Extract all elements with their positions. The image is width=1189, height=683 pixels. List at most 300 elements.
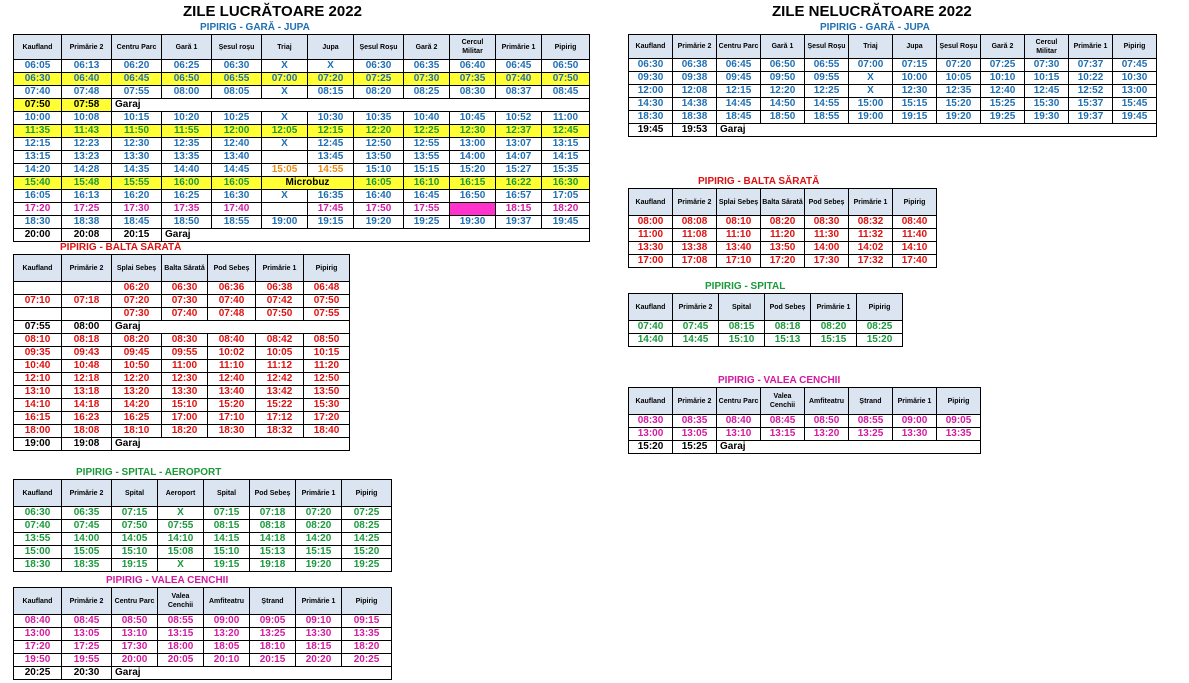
t1-cell: 16:50 <box>450 190 496 203</box>
t1-cell: 06:55 <box>212 73 262 86</box>
t5-title: PIPIRIG - GARĂ - JUPA <box>820 22 930 33</box>
t1-cell: 16:05 <box>354 177 404 190</box>
t2-cell: 17:00 <box>162 412 208 425</box>
t5-cell: 10:22 <box>1069 72 1113 85</box>
t2-cell: 07:55 <box>14 321 62 334</box>
t1-col-header: Centru Parc <box>112 35 162 60</box>
t5-cell: 10:05 <box>937 72 981 85</box>
t6-cell: 17:00 <box>629 255 673 268</box>
t1-cell: X <box>262 138 308 151</box>
t1-cell: 06:45 <box>112 73 162 86</box>
t1-cell: 08:00 <box>162 86 212 99</box>
t4-cell: 17:30 <box>112 641 158 654</box>
t5-cell: 14:38 <box>673 98 717 111</box>
t1-cell: 13:40 <box>212 151 262 164</box>
t3-cell: 14:05 <box>112 533 158 546</box>
t4-col-header: Primărie 2 <box>62 588 112 615</box>
t1-cell: 07:50 <box>14 99 62 112</box>
t1-cell <box>262 151 308 164</box>
t1-cell: 12:40 <box>212 138 262 151</box>
t6-cell: 13:50 <box>761 242 805 255</box>
t1-table-row <box>14 229 590 242</box>
t4-col-header: Kaufland <box>14 588 62 615</box>
t5-cell: 19:37 <box>1069 111 1113 124</box>
t5-header-row <box>629 35 1157 59</box>
t7-col-header: Primărie 2 <box>673 294 719 321</box>
t2-cell: 08:20 <box>112 334 162 347</box>
t5-col-header: Centru Parc <box>717 35 761 59</box>
t2-cell: 12:20 <box>112 373 162 386</box>
t5-cell: 12:20 <box>761 85 805 98</box>
t2-cell: 16:15 <box>14 412 62 425</box>
t3-cell: 07:20 <box>296 507 342 520</box>
t2-cell: 07:30 <box>112 308 162 321</box>
t8-cell: 08:55 <box>849 415 893 428</box>
t5-cell: 07:00 <box>849 59 893 72</box>
t1-cell: 08:45 <box>542 86 590 99</box>
t8-timetable <box>628 387 981 454</box>
t1-cell: 07:55 <box>112 86 162 99</box>
t2-col-header: Splai Sebeș <box>112 255 162 282</box>
t2-cell: 11:12 <box>256 360 304 373</box>
t3-cell: 15:10 <box>204 546 250 559</box>
t1-cell: 11:00 <box>542 112 590 125</box>
t4-cell: 18:00 <box>158 641 204 654</box>
t2-cell: 07:20 <box>112 295 162 308</box>
t3-cell: 07:45 <box>62 520 112 533</box>
t1-cell: 10:40 <box>404 112 450 125</box>
t2-cell: 18:00 <box>14 425 62 438</box>
t2-cell <box>14 282 62 295</box>
t7-cell: 15:15 <box>811 334 857 347</box>
t8-table-row <box>629 441 981 454</box>
t1-cell: 17:25 <box>62 203 112 216</box>
t1-col-header: Primărie 2 <box>62 35 112 60</box>
t8-col-header: Primărie 1 <box>893 388 937 415</box>
t1-cell: X <box>308 60 354 73</box>
t3-col-header: Primărie 2 <box>62 480 112 507</box>
t1-cell: 06:45 <box>496 60 542 73</box>
t2-col-header: Pod Sebeș <box>208 255 256 282</box>
t1-table-row <box>14 177 590 190</box>
t6-cell: 08:20 <box>761 216 805 229</box>
t8-table-row <box>629 415 981 428</box>
t1-cell: 11:50 <box>112 125 162 138</box>
t2-title: PIPIRIG - BALTA SĂRATĂ <box>60 242 182 253</box>
t8-col-header: Valea Cenchii <box>761 388 805 415</box>
t1-cell: 06:40 <box>450 60 496 73</box>
t2-cell: 14:10 <box>14 399 62 412</box>
t3-cell: 19:15 <box>204 559 250 572</box>
t5-cell: X <box>849 72 893 85</box>
t5-col-header: Primărie 1 <box>1069 35 1113 59</box>
t4-table-row <box>14 641 392 654</box>
t1-cell: 20:00 <box>14 229 62 242</box>
t6-cell: 14:02 <box>849 242 893 255</box>
t5-col-header: Pipirig <box>1113 35 1157 59</box>
t5-cell: 12:08 <box>673 85 717 98</box>
t5-cell: 13:00 <box>1113 85 1157 98</box>
t2-cell: 13:40 <box>208 386 256 399</box>
t5-cell: 09:55 <box>805 72 849 85</box>
t1-cell: 18:30 <box>14 216 62 229</box>
t2-cell: 08:00 <box>62 321 112 334</box>
t5-col-header: Șesul Roșu <box>937 35 981 59</box>
t1-cell: 15:40 <box>14 177 62 190</box>
t3-cell: 15:20 <box>342 546 392 559</box>
t4-col-header: Pipirig <box>342 588 392 615</box>
t1-cell: 15:55 <box>112 177 162 190</box>
t5-cell: 06:30 <box>629 59 673 72</box>
t2-cell: 07:10 <box>14 295 62 308</box>
t3-cell: 18:30 <box>14 559 62 572</box>
t1-cell: 12:55 <box>404 138 450 151</box>
t2-cell: 17:10 <box>208 412 256 425</box>
t7-table-row <box>629 321 903 334</box>
t1-cell: Garaj <box>162 229 590 242</box>
t1-cell: 07:20 <box>308 73 354 86</box>
t3-cell: 08:15 <box>204 520 250 533</box>
t3-cell: 15:10 <box>112 546 158 559</box>
t5-table-row <box>629 124 1157 137</box>
t6-col-header: Primărie 2 <box>673 189 717 216</box>
t3-cell: 14:18 <box>250 533 296 546</box>
t5-table-row <box>629 72 1157 85</box>
t2-cell: 13:42 <box>256 386 304 399</box>
t4-col-header: Centru Parc <box>112 588 158 615</box>
t5-cell: 10:15 <box>1025 72 1069 85</box>
t1-cell: 19:37 <box>496 216 542 229</box>
t3-cell: 14:10 <box>158 533 204 546</box>
t3-cell: 19:15 <box>112 559 158 572</box>
t1-cell: 06:13 <box>62 60 112 73</box>
t2-cell: 12:18 <box>62 373 112 386</box>
t2-cell: 18:10 <box>112 425 162 438</box>
t1-cell: 19:25 <box>404 216 450 229</box>
t6-table-row <box>629 242 937 255</box>
t8-header-row <box>629 388 981 415</box>
t5-col-header: Jupa <box>893 35 937 59</box>
t1-cell: 18:20 <box>542 203 590 216</box>
t4-table-row <box>14 654 392 667</box>
t8-cell: 13:00 <box>629 428 673 441</box>
t6-cell: 17:32 <box>849 255 893 268</box>
t5-col-header: Cercul Militar <box>1025 35 1069 59</box>
t4-header-row <box>14 588 392 615</box>
t1-cell: 08:37 <box>496 86 542 99</box>
t7-cell: 15:10 <box>719 334 765 347</box>
t4-cell: 17:20 <box>14 641 62 654</box>
t3-col-header: Spital <box>112 480 158 507</box>
t2-table-row <box>14 438 350 451</box>
t3-cell: 15:08 <box>158 546 204 559</box>
t5-cell: 15:25 <box>981 98 1025 111</box>
t2-cell: 12:40 <box>208 373 256 386</box>
t4-cell: 19:50 <box>14 654 62 667</box>
t6-col-header: Pipirig <box>893 189 937 216</box>
t1-cell: 15:10 <box>354 164 404 177</box>
t2-cell: 13:10 <box>14 386 62 399</box>
title-non-working-days: ZILE NELUCRĂTOARE 2022 <box>772 3 972 20</box>
t7-col-header: Primărie 1 <box>811 294 857 321</box>
t3-header-row <box>14 480 392 507</box>
t4-title: PIPIRIG - VALEA CENCHII <box>106 575 229 586</box>
t1-cell: 11:43 <box>62 125 112 138</box>
t3-cell: 08:20 <box>296 520 342 533</box>
t5-cell: 07:37 <box>1069 59 1113 72</box>
t2-cell: 14:20 <box>112 399 162 412</box>
t2-table-row <box>14 360 350 373</box>
t1-col-header: Gară 2 <box>404 35 450 60</box>
t5-cell: 19:30 <box>1025 111 1069 124</box>
t8-cell: 08:40 <box>717 415 761 428</box>
t1-cell: 15:48 <box>62 177 112 190</box>
t4-cell: 13:15 <box>158 628 204 641</box>
t7-col-header: Pipirig <box>857 294 903 321</box>
t1-cell: 11:55 <box>162 125 212 138</box>
t6-cell: 08:30 <box>805 216 849 229</box>
t1-cell: 16:30 <box>212 190 262 203</box>
t4-cell: 08:45 <box>62 615 112 628</box>
t6-cell: 11:40 <box>893 229 937 242</box>
t7-header-row <box>629 294 903 321</box>
t1-table-row <box>14 99 590 112</box>
t5-cell: 18:45 <box>717 111 761 124</box>
t6-cell: 11:20 <box>761 229 805 242</box>
t6-col-header: Kaufland <box>629 189 673 216</box>
t1-col-header: Cercul Militar <box>450 35 496 60</box>
t6-cell: 11:00 <box>629 229 673 242</box>
t8-col-header: Amfiteatru <box>805 388 849 415</box>
t1-cell: 19:00 <box>262 216 308 229</box>
t1-cell: 12:45 <box>308 138 354 151</box>
t6-table-row <box>629 216 937 229</box>
t8-cell: Garaj <box>717 441 981 454</box>
t5-cell: 07:15 <box>893 59 937 72</box>
t6-cell: 14:00 <box>805 242 849 255</box>
t5-col-header: Primărie 2 <box>673 35 717 59</box>
t4-cell: 13:20 <box>204 628 250 641</box>
t8-cell: 13:05 <box>673 428 717 441</box>
t4-cell: 09:15 <box>342 615 392 628</box>
t8-col-header: Ștrand <box>849 388 893 415</box>
t3-cell: 07:40 <box>14 520 62 533</box>
t3-cell: 14:00 <box>62 533 112 546</box>
t3-table-row <box>14 533 392 546</box>
t5-table-row <box>629 111 1157 124</box>
t1-cell: X <box>262 86 308 99</box>
t1-cell: 10:45 <box>450 112 496 125</box>
t5-cell: 18:38 <box>673 111 717 124</box>
t6-cell: 08:40 <box>893 216 937 229</box>
t1-cell: 12:35 <box>162 138 212 151</box>
t2-cell: 10:05 <box>256 347 304 360</box>
t2-cell <box>14 308 62 321</box>
t2-cell: 10:02 <box>208 347 256 360</box>
t7-timetable <box>628 293 903 347</box>
t4-cell: 08:40 <box>14 615 62 628</box>
t6-cell: 17:20 <box>761 255 805 268</box>
t6-cell: 11:32 <box>849 229 893 242</box>
t5-cell: X <box>849 85 893 98</box>
t8-table-row <box>629 428 981 441</box>
t1-cell: 13:50 <box>354 151 404 164</box>
t2-table-row <box>14 373 350 386</box>
t5-cell: Garaj <box>717 124 1157 137</box>
t4-cell: 18:05 <box>204 641 250 654</box>
t1-cell: 12:37 <box>496 125 542 138</box>
t8-col-header: Pipirig <box>937 388 981 415</box>
t4-cell: 09:10 <box>296 615 342 628</box>
t8-cell: 08:30 <box>629 415 673 428</box>
t1-cell: X <box>262 112 308 125</box>
t1-cell: 16:20 <box>112 190 162 203</box>
t6-timetable <box>628 188 937 268</box>
t8-col-header: Primărie 2 <box>673 388 717 415</box>
t1-timetable <box>13 34 590 242</box>
t5-cell: 15:00 <box>849 98 893 111</box>
t3-cell: 15:13 <box>250 546 296 559</box>
t1-table-row <box>14 164 590 177</box>
t1-cell: 16:22 <box>496 177 542 190</box>
t1-cell: 13:45 <box>308 151 354 164</box>
t5-col-header: Kaufland <box>629 35 673 59</box>
t1-col-header: Gară 1 <box>162 35 212 60</box>
t8-cell: 15:25 <box>673 441 717 454</box>
t2-col-header: Balta Sărată <box>162 255 208 282</box>
t6-cell: 17:10 <box>717 255 761 268</box>
t1-cell: X <box>262 190 308 203</box>
t1-col-header: Primărie 1 <box>496 35 542 60</box>
t4-col-header: Valea Cenchii <box>158 588 204 615</box>
t3-col-header: Kaufland <box>14 480 62 507</box>
t1-cell: 07:48 <box>62 86 112 99</box>
t6-col-header: Pod Sebeș <box>805 189 849 216</box>
t1-cell: 08:30 <box>450 86 496 99</box>
t5-cell: 18:55 <box>805 111 849 124</box>
t5-table-row <box>629 59 1157 72</box>
t2-cell: 07:42 <box>256 295 304 308</box>
t1-cell: 18:38 <box>62 216 112 229</box>
t2-col-header: Primărie 2 <box>62 255 112 282</box>
t3-cell: 19:25 <box>342 559 392 572</box>
t1-cell: 13:00 <box>450 138 496 151</box>
t8-cell: 13:35 <box>937 428 981 441</box>
t1-cell: 14:00 <box>450 151 496 164</box>
t1-cell: 17:30 <box>112 203 162 216</box>
t2-table-row <box>14 399 350 412</box>
t1-cell: 07:40 <box>496 73 542 86</box>
t1-cell: 08:15 <box>308 86 354 99</box>
t1-cell: 10:52 <box>496 112 542 125</box>
t4-table-row <box>14 615 392 628</box>
t1-cell: 16:05 <box>212 177 262 190</box>
t2-cell: 12:42 <box>256 373 304 386</box>
t5-col-header: Gară 2 <box>981 35 1025 59</box>
t7-col-header: Pod Sebeș <box>765 294 811 321</box>
t2-cell: 07:48 <box>208 308 256 321</box>
t4-col-header: Primărie 1 <box>296 588 342 615</box>
t6-title: PIPIRIG - BALTA SĂRATĂ <box>698 176 820 187</box>
t2-table-row <box>14 295 350 308</box>
t5-cell: 14:45 <box>717 98 761 111</box>
t2-cell: 07:30 <box>162 295 208 308</box>
t8-col-header: Centru Parc <box>717 388 761 415</box>
t5-cell: 12:00 <box>629 85 673 98</box>
t4-cell: 19:55 <box>62 654 112 667</box>
t5-cell: 06:55 <box>805 59 849 72</box>
t1-cell: 07:50 <box>542 73 590 86</box>
t6-table-row <box>629 229 937 242</box>
t4-cell: 20:15 <box>250 654 296 667</box>
t2-col-header: Pipirig <box>304 255 350 282</box>
t5-cell: 14:55 <box>805 98 849 111</box>
t1-cell: 20:15 <box>112 229 162 242</box>
t1-cell: 06:50 <box>162 73 212 86</box>
t1-cell: 07:25 <box>354 73 404 86</box>
t2-table-row <box>14 321 350 334</box>
t1-cell: 17:05 <box>542 190 590 203</box>
t5-cell: 18:30 <box>629 111 673 124</box>
t3-cell: 18:35 <box>62 559 112 572</box>
t1-cell: 14:28 <box>62 164 112 177</box>
t5-table-row <box>629 85 1157 98</box>
t1-cell: 06:40 <box>62 73 112 86</box>
t3-cell: 14:25 <box>342 533 392 546</box>
t5-cell: 14:30 <box>629 98 673 111</box>
t2-cell: 09:45 <box>112 347 162 360</box>
t5-cell: 19:45 <box>629 124 673 137</box>
t1-cell: 13:55 <box>404 151 450 164</box>
t1-col-header: Kaufland <box>14 35 62 60</box>
t5-cell: 10:30 <box>1113 72 1157 85</box>
t1-cell: 12:20 <box>354 125 404 138</box>
t8-cell: 13:10 <box>717 428 761 441</box>
t1-cell: 13:23 <box>62 151 112 164</box>
t2-cell <box>62 282 112 295</box>
t1-table-row <box>14 125 590 138</box>
t5-cell: 15:37 <box>1069 98 1113 111</box>
t2-cell: 07:55 <box>304 308 350 321</box>
t3-col-header: Pipirig <box>342 480 392 507</box>
t1-header-row <box>14 35 590 60</box>
t8-cell: 13:30 <box>893 428 937 441</box>
t2-cell: 16:23 <box>62 412 112 425</box>
t5-col-header: Gară 1 <box>761 35 805 59</box>
t5-cell: 12:15 <box>717 85 761 98</box>
t2-table-row <box>14 282 350 295</box>
t5-col-header: Șesul Roșu <box>805 35 849 59</box>
t2-cell: Garaj <box>112 321 350 334</box>
t5-cell: 12:45 <box>1025 85 1069 98</box>
t5-table-row <box>629 98 1157 111</box>
t4-cell: 13:10 <box>112 628 158 641</box>
t8-col-header: Kaufland <box>629 388 673 415</box>
t2-cell: 07:40 <box>208 295 256 308</box>
t1-cell: 16:25 <box>162 190 212 203</box>
t2-cell: 08:40 <box>208 334 256 347</box>
t5-cell: 19:00 <box>849 111 893 124</box>
t8-cell: 09:05 <box>937 415 981 428</box>
t1-cell: 12:15 <box>14 138 62 151</box>
t4-cell: 20:00 <box>112 654 158 667</box>
t5-cell: 15:20 <box>937 98 981 111</box>
t2-cell: 18:20 <box>162 425 208 438</box>
t2-cell: 10:50 <box>112 360 162 373</box>
t1-cell: 06:30 <box>212 60 262 73</box>
t5-cell: 09:38 <box>673 72 717 85</box>
t2-cell: 12:50 <box>304 373 350 386</box>
